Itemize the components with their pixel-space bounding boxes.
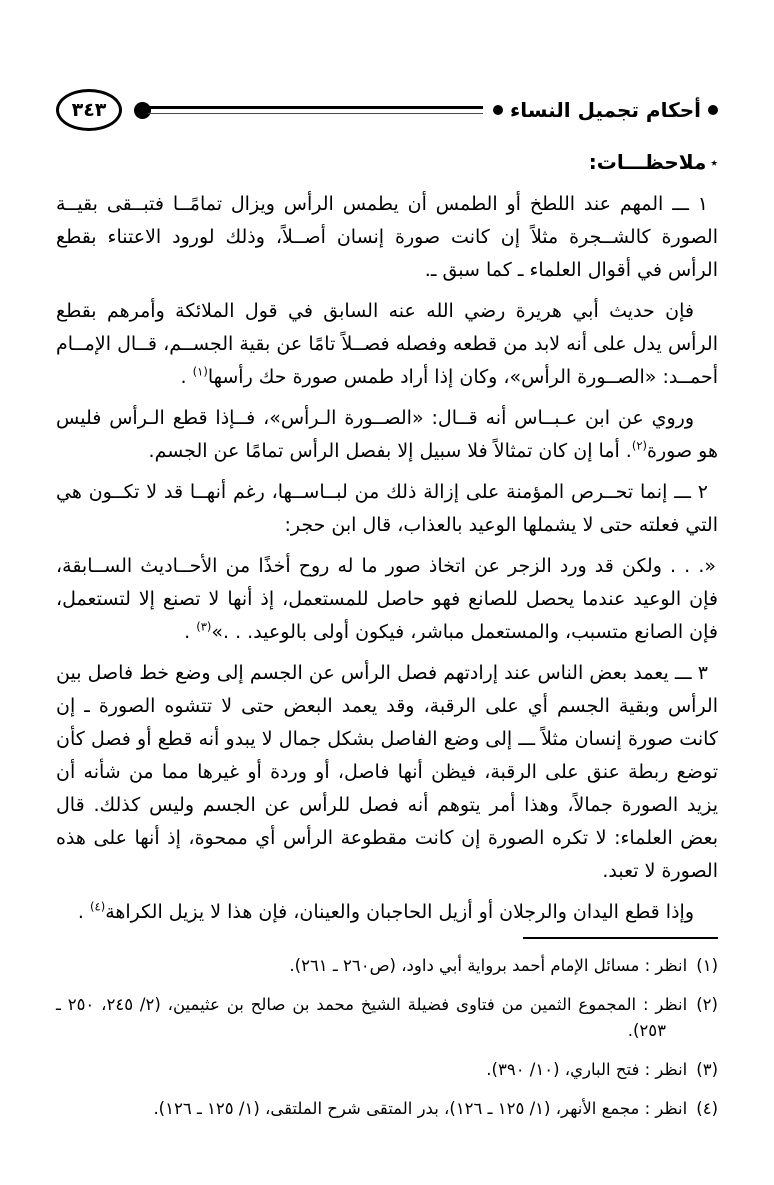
paragraph: وإذا قطع اليدان والرجلان أو أزيل الحاجبان والعينان، فإن هذا لا يزيل الكراهة$^{(٤)}$ . (77, 899, 694, 923)
paragraph: ١ ـــ المهم عند اللطخ أو الطمس أن يطمس الرأس ويزال تمامًــا فتبــقى بقيــة الصورة كالشــجرة مثلاً إن كانت صورة إنسان أصــلاً، وذلك لورود الاعتناء بقطع الرأس في أقوال العلماء ـ كما سبق ـ. (56, 193, 718, 281)
page-number: ٣٤٣ (71, 99, 107, 121)
footnote-text: انظر : المجموع الثمين من فتاوى فضيلة الشيخ محمد بن صالح بن عثيمين، (٢/ ٢٤٥، ٢٥٠ ـ ٢٥٣). (56, 995, 688, 1040)
paragraph: ٢ ـــ إنما تحــرص المؤمنة على إزالة ذلك من لبــاســها، رغم أنهــا قد لا تكــون هي التي فعلته حتى لا يشملها الوعيد بالعذاب، قال ابن حجر: (56, 481, 718, 536)
footnote (56, 992, 718, 1044)
section-heading-text: ملاحظـــات: (588, 150, 707, 174)
footnote-number: (٤) (696, 1099, 718, 1118)
bullet-icon (708, 105, 718, 115)
paragraph: وروي عن ابن عـبــاس أنه قــال: «الصــورة الـرأس»، فــإذا قطع الـرأس فليس هو صورة$^{(٢)}$. أما إن كان تمثالاً فلا سبيل إلا بفصل الرأس تمامًا عن الجسم. (56, 407, 718, 462)
footnote-ref: (٢) (631, 438, 648, 453)
paragraph: «. . . ولكن قد ورد الزجر عن اتخاذ صور ما له روح أخذًا من الأحــاديث الســابقة، فإن الوعيد عندما يحصل للصانع فهو حاصل للمستعمل، إذ أنها لا تصنع إلا لتستعمل، فإن الصانع متسبب، والمستعمل مباشر، فيكون أولى بالوعيد. . .»$^{(٣)}$ . (56, 555, 718, 643)
footnote (56, 953, 718, 979)
header-rule-line (148, 106, 483, 114)
page-number-badge (56, 89, 122, 131)
footnote-number: (١) (696, 956, 718, 975)
footnote-number: (٣) (696, 1060, 718, 1079)
footnotes (56, 953, 718, 1122)
footnote-ref: (٤) (90, 899, 106, 914)
bullet-icon (493, 105, 503, 115)
page-header (56, 88, 718, 132)
star-icon: ٭ (710, 155, 718, 171)
paragraph: ٣ ـــ يعمد بعض الناس عند إرادتهم فصل الرأس عن الجسم إلى وضع خط فاصل بين الرأس وبقية الجسم أي على الرقبة، وقد يعمد البعض حتى لا تتشوه الصورة ـ إن كانت صورة إنسان مثلاً ـــ إلى وضع الفاصل بشكل جمال لا يبدو أنه قطع أو فصل كأن توضع ربطة عنق على الرقبة، فيظن أنها فاصل، أو وردة أو غيرها مما من شأنه أن يزيد الصورة جمالاً، وهذا أمر يتوهم أنه فصل للرأس عن الجسم وليس كذلك. قال بعض العلماء: لا تكره الصورة إن كانت مقطوعة الرأس أي ممحوة، إذ أنها على هذه الصورة لا تعبد. (56, 662, 718, 882)
footnote-text: انظر : مسائل الإمام أحمد برواية أبي داود، (ص٢٦٠ ـ ٢٦١). (289, 956, 688, 975)
header-title (493, 98, 718, 122)
footnote-ref: (٣) (196, 619, 212, 634)
footnote-text: انظر : فتح الباري، (١٠/ ٣٩٠). (486, 1060, 688, 1079)
body-text (56, 188, 718, 929)
header-rule (134, 102, 483, 119)
section-heading (56, 148, 718, 177)
footnote-number: (٢) (696, 995, 718, 1014)
footnote (56, 1057, 718, 1083)
footnote-separator (523, 937, 718, 939)
footnote (56, 1096, 718, 1122)
book-title: أحكام تجميل النساء (510, 98, 701, 122)
footnote-ref: (١) (192, 364, 208, 379)
footnote-text: انظر : مجمع الأنهر، (١/ ١٢٥ ـ ١٢٦)، بدر المتقى شرح الملتقى، (١/ ١٢٥ ـ ١٢٦). (153, 1099, 688, 1118)
paragraph: فإن حديث أبي هريرة رضي الله عنه السابق في قول الملائكة وأمرهم بقطع الرأس يدل على أنه لابد من قطعه وفصله فصــلاً تامًا عن بقية الجســم، قــال الإمــام أحمــد: «الصــورة الرأس»، وكان إذا أراد طمس صورة حك رأسها$^{(١)}$ . (56, 300, 718, 388)
